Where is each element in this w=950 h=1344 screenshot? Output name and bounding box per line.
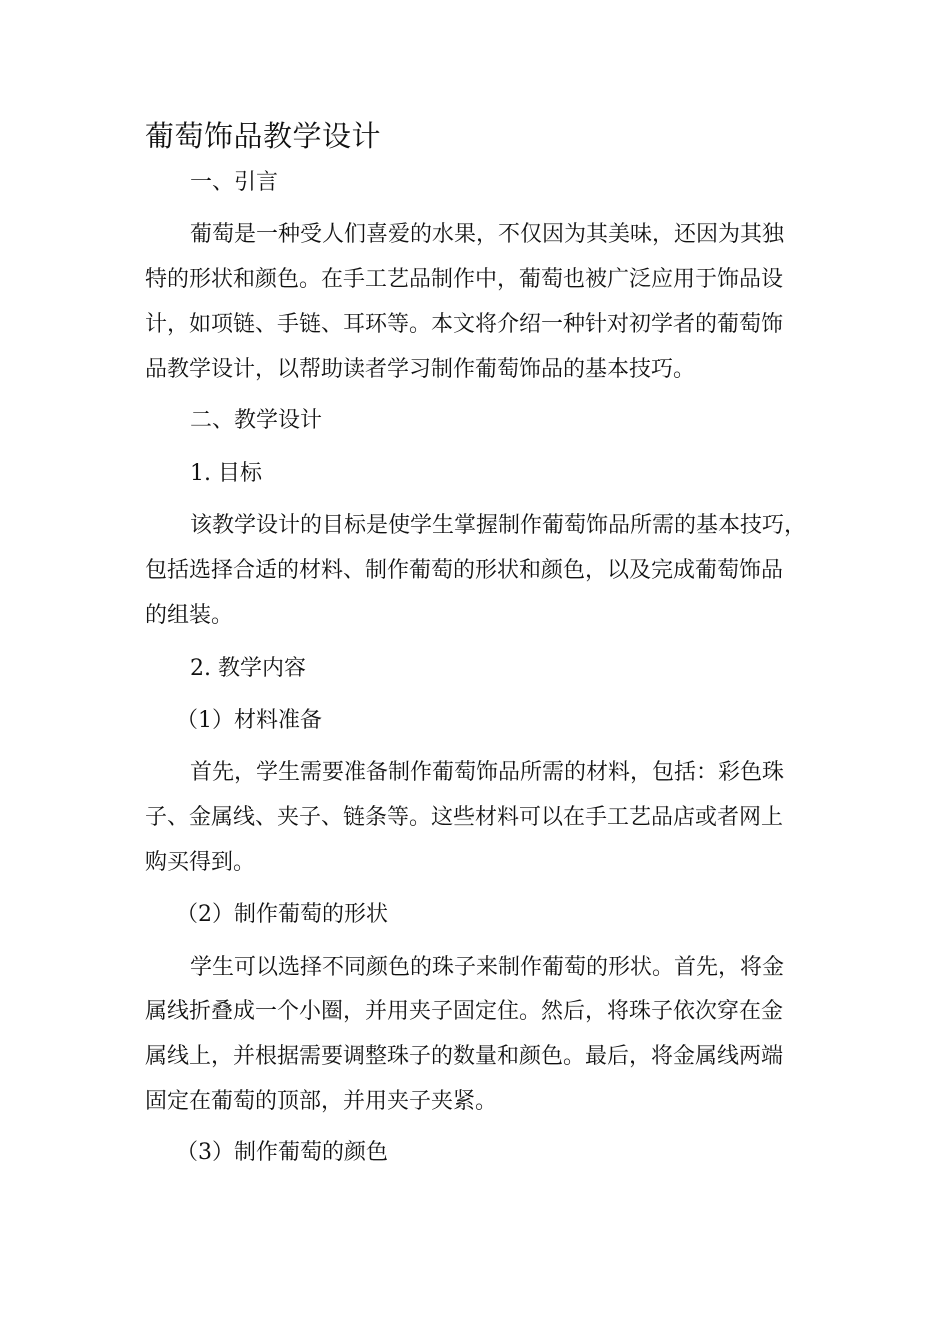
materials-paragraph-line: 首先，学生需要准备制作葡萄饰品所需的材料，包括：彩色珠	[190, 760, 785, 785]
item-heading-shape: （2）制作葡萄的形状	[176, 902, 388, 927]
item-heading-color: （3）制作葡萄的颜色	[176, 1140, 388, 1165]
subsection-heading-goal: 1. 目标	[190, 461, 262, 486]
item-heading-materials: （1）材料准备	[176, 708, 322, 733]
intro-paragraph-line: 葡萄是一种受人们喜爱的水果，不仅因为其美味，还因为其独	[190, 222, 785, 247]
subsection-heading-content: 2. 教学内容	[190, 656, 306, 681]
intro-paragraph-line: 计，如项链、手链、耳环等。本文将介绍一种针对初学者的葡萄饰	[145, 312, 784, 337]
goal-paragraph-line: 包括选择合适的材料、制作葡萄的形状和颜色，以及完成葡萄饰品	[145, 558, 784, 583]
materials-paragraph-line: 子、金属线、夹子、链条等。这些材料可以在手工艺品店或者网上	[145, 805, 784, 830]
shape-paragraph-line: 属线折叠成一个小圈，并用夹子固定住。然后，将珠子依次穿在金	[145, 999, 784, 1024]
materials-paragraph-line: 购买得到。	[145, 850, 256, 875]
intro-paragraph-line: 品教学设计，以帮助读者学习制作葡萄饰品的基本技巧。	[145, 357, 696, 382]
shape-paragraph-line: 属线上，并根据需要调整珠子的数量和颜色。最后，将金属线两端	[145, 1044, 784, 1069]
goal-paragraph-line: 的组装。	[145, 603, 234, 628]
document-title: 葡萄饰品教学设计	[145, 119, 382, 153]
shape-paragraph-line: 学生可以选择不同颜色的珠子来制作葡萄的形状。首先，将金	[190, 955, 785, 980]
goal-paragraph-line: 该教学设计的目标是使学生掌握制作葡萄饰品所需的基本技巧，	[190, 513, 807, 538]
section-heading-intro: 一、引言	[190, 170, 279, 195]
intro-paragraph-line: 特的形状和颜色。在手工艺品制作中，葡萄也被广泛应用于饰品设	[145, 267, 784, 292]
section-heading-design: 二、教学设计	[190, 408, 323, 433]
shape-paragraph-line: 固定在葡萄的顶部，并用夹子夹紧。	[145, 1089, 498, 1114]
